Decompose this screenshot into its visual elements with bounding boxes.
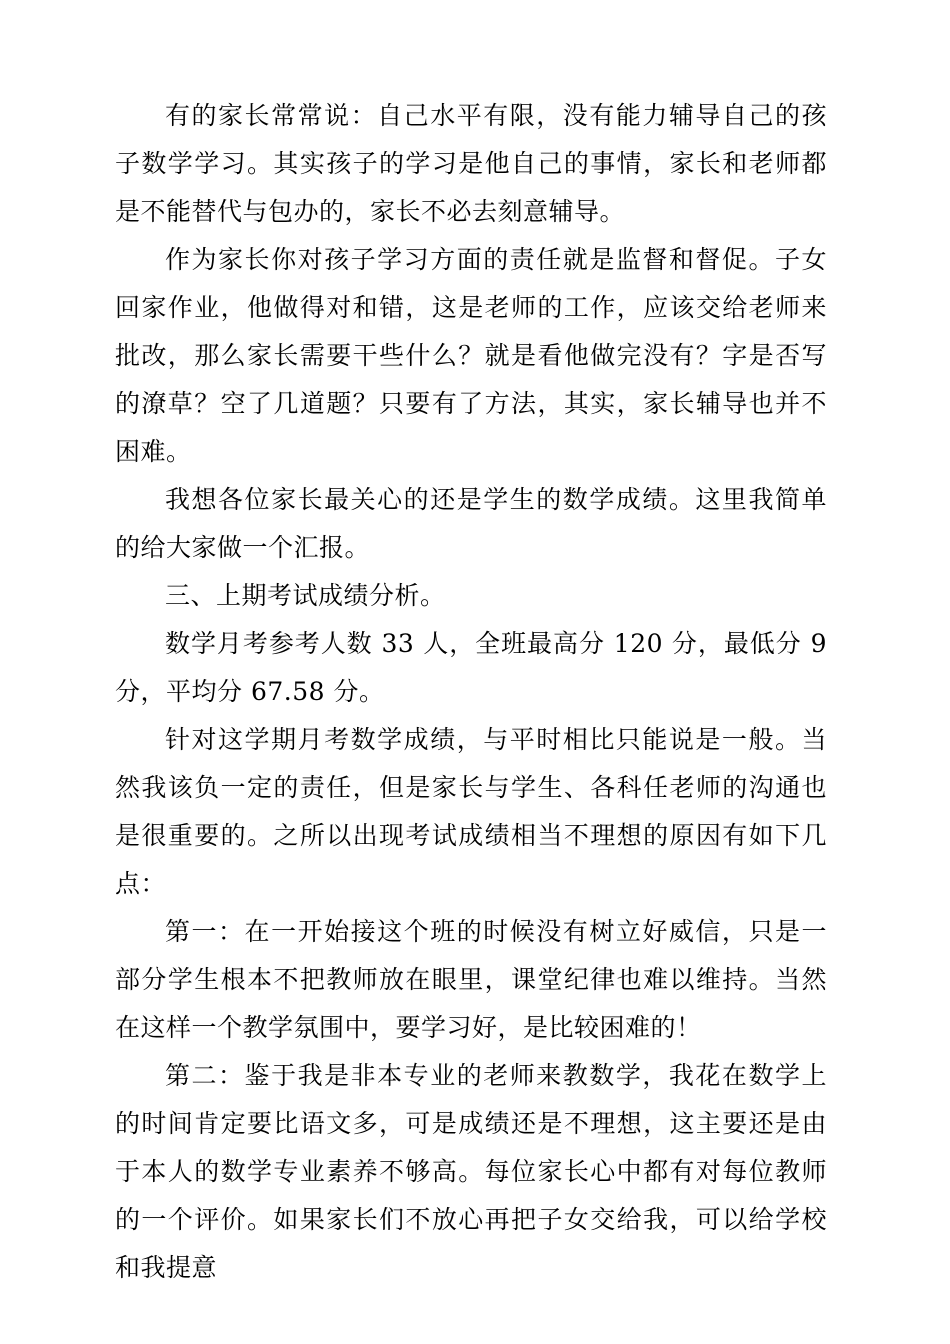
paragraph-grade-report-intro: 我想各位家长最关心的还是学生的数学成绩。这里我简单的给大家做一个汇报。 [115, 485, 827, 562]
paragraph-parent-tutoring: 有的家长常常说：自己水平有限，没有能力辅导自己的孩子数学学习。其实孩子的学习是他自己的事情，家长和老师都是不能替代与包办的，家长不必去刻意辅导。 [115, 101, 827, 226]
paragraph-parent-responsibility: 作为家长你对孩子学习方面的责任就是监督和督促。子女回家作业，他做得对和错，这是老师的工作，应该交给老师来批改，那么家长需要干些什么？就是看他做完没有？字是否写的潦草？空了几道题？只要有了方法，其实，家长辅导也并不困难。 [115, 245, 827, 466]
paragraph-reason-two: 第二：鉴于我是非本专业的老师来教数学，我花在数学上的时间肯定要比语文多，可是成绩还是不理想，这主要还是由于本人的数学专业素养不够高。每位家长心中都有对每位教师的一个评价。如果家长们不放心再把子女交给我，可以给学校和我提意 [115, 1061, 827, 1282]
paragraph-exam-statistics: 数学月考参考人数 33 人，全班最高分 120 分，最低分 9 分，平均分 67.58 分。 [115, 629, 827, 706]
paragraph-reason-one: 第一：在一开始接这个班的时候没有树立好威信，只是一部分学生根本不把教师放在眼里，课堂纪律也难以维持。当然在这样一个教学氛围中，要学习好，是比较困难的！ [115, 917, 827, 1042]
document-page [115, 92, 827, 1292]
section-heading-exam-analysis: 三、上期考试成绩分析。 [165, 581, 446, 610]
paragraph-grade-evaluation: 针对这学期月考数学成绩，与平时相比只能说是一般。当然我该负一定的责任，但是家长与学生、各科任老师的沟通也是很重要的。之所以出现考试成绩相当不理想的原因有如下几点： [115, 725, 827, 898]
